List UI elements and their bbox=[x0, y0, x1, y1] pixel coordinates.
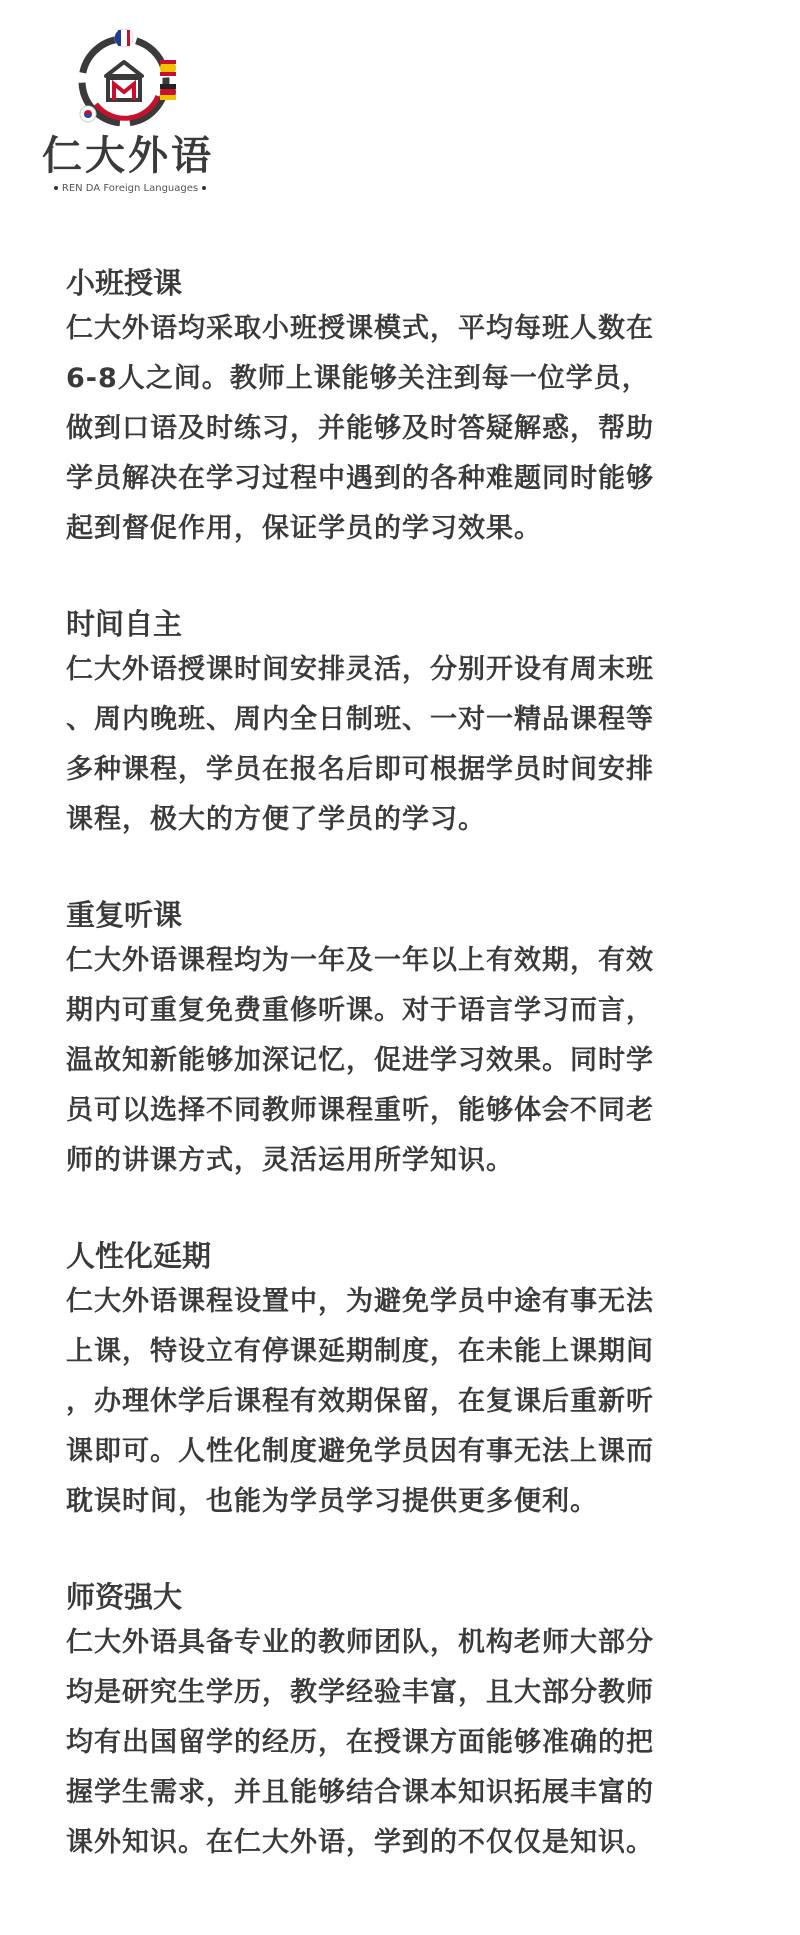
dot-icon bbox=[54, 186, 58, 190]
body-line: 均是研究生学历，教学经验丰富，且大部分教师 bbox=[66, 1677, 654, 1708]
brand-logo bbox=[40, 26, 220, 196]
body-line: 握学生需求，并且能够结合课本知识拓展丰富的 bbox=[66, 1777, 654, 1808]
brand-subtitle-text: REN DA Foreign Languages bbox=[61, 183, 199, 194]
body-line: 仁大外语课程设置中，为避免学员中途有事无法 bbox=[66, 1286, 654, 1317]
body-line: 做到口语及时练习，并能够及时答疑解惑，帮助 bbox=[66, 413, 654, 444]
section-body bbox=[66, 1618, 738, 1868]
body-line: 课外知识。在仁大外语，学到的不仅仅是知识。 bbox=[66, 1827, 654, 1858]
logo-emblem-icon bbox=[40, 26, 220, 136]
section-body bbox=[66, 1277, 738, 1527]
section-title: 重复听课 bbox=[66, 898, 183, 932]
brand-name: 仁大外语 bbox=[42, 133, 214, 179]
body-line: 耽误时间，也能为学员学习提供更多便利。 bbox=[66, 1486, 598, 1517]
section-title: 时间自主 bbox=[66, 607, 183, 641]
body-line: 多种课程，学员在报名后即可根据学员时间安排 bbox=[66, 754, 654, 785]
body-line: 仁大外语均采取小班授课模式，平均每班人数在 bbox=[66, 313, 654, 344]
section-body bbox=[66, 304, 738, 554]
section-body bbox=[66, 645, 738, 845]
features-content bbox=[66, 262, 738, 1917]
section-title: 人性化延期 bbox=[66, 1239, 212, 1273]
body-line: ，办理休学后课程有效期保留，在复课后重新听 bbox=[66, 1386, 654, 1417]
body-line: 、周内晚班、周内全日制班、一对一精品课程等 bbox=[66, 704, 654, 735]
feature-section-flexible-time bbox=[66, 603, 738, 845]
body-line: 师的讲课方式，灵活运用所学知识。 bbox=[66, 1145, 514, 1176]
body-line: 仁大外语授课时间安排灵活，分别开设有周末班 bbox=[66, 654, 654, 685]
feature-section-small-class bbox=[66, 262, 738, 554]
body-line: 课即可。人性化制度避免学员因有事无法上课而 bbox=[66, 1436, 654, 1467]
body-line: 仁大外语具备专业的教师团队，机构老师大部分 bbox=[66, 1627, 654, 1658]
feature-section-teachers bbox=[66, 1576, 738, 1868]
dot-icon bbox=[202, 186, 206, 190]
body-line: 期内可重复免费重修听课。对于语言学习而言， bbox=[66, 995, 654, 1026]
feature-section-repeat-class bbox=[66, 894, 738, 1186]
feature-section-extension bbox=[66, 1235, 738, 1527]
body-line: 6-8人之间。教师上课能够关注到每一位学员， bbox=[66, 363, 650, 394]
body-line: 学员解决在学习过程中遇到的各种难题同时能够 bbox=[66, 463, 654, 494]
brand-subtitle bbox=[40, 183, 220, 195]
body-line: 温故知新能够加深记忆，促进学习效果。同时学 bbox=[66, 1045, 654, 1076]
section-title: 小班授课 bbox=[66, 266, 183, 300]
body-line: 起到督促作用，保证学员的学习效果。 bbox=[66, 513, 542, 544]
section-title: 师资强大 bbox=[66, 1580, 183, 1614]
body-line: 均有出国留学的经历，在授课方面能够准确的把 bbox=[66, 1727, 654, 1758]
section-body bbox=[66, 936, 738, 1186]
body-line: 上课，特设立有停课延期制度，在未能上课期间 bbox=[66, 1336, 654, 1367]
body-line: 员可以选择不同教师课程重听，能够体会不同老 bbox=[66, 1095, 654, 1126]
body-line: 课程，极大的方便了学员的学习。 bbox=[66, 804, 486, 835]
body-line: 仁大外语课程均为一年及一年以上有效期，有效 bbox=[66, 945, 654, 976]
